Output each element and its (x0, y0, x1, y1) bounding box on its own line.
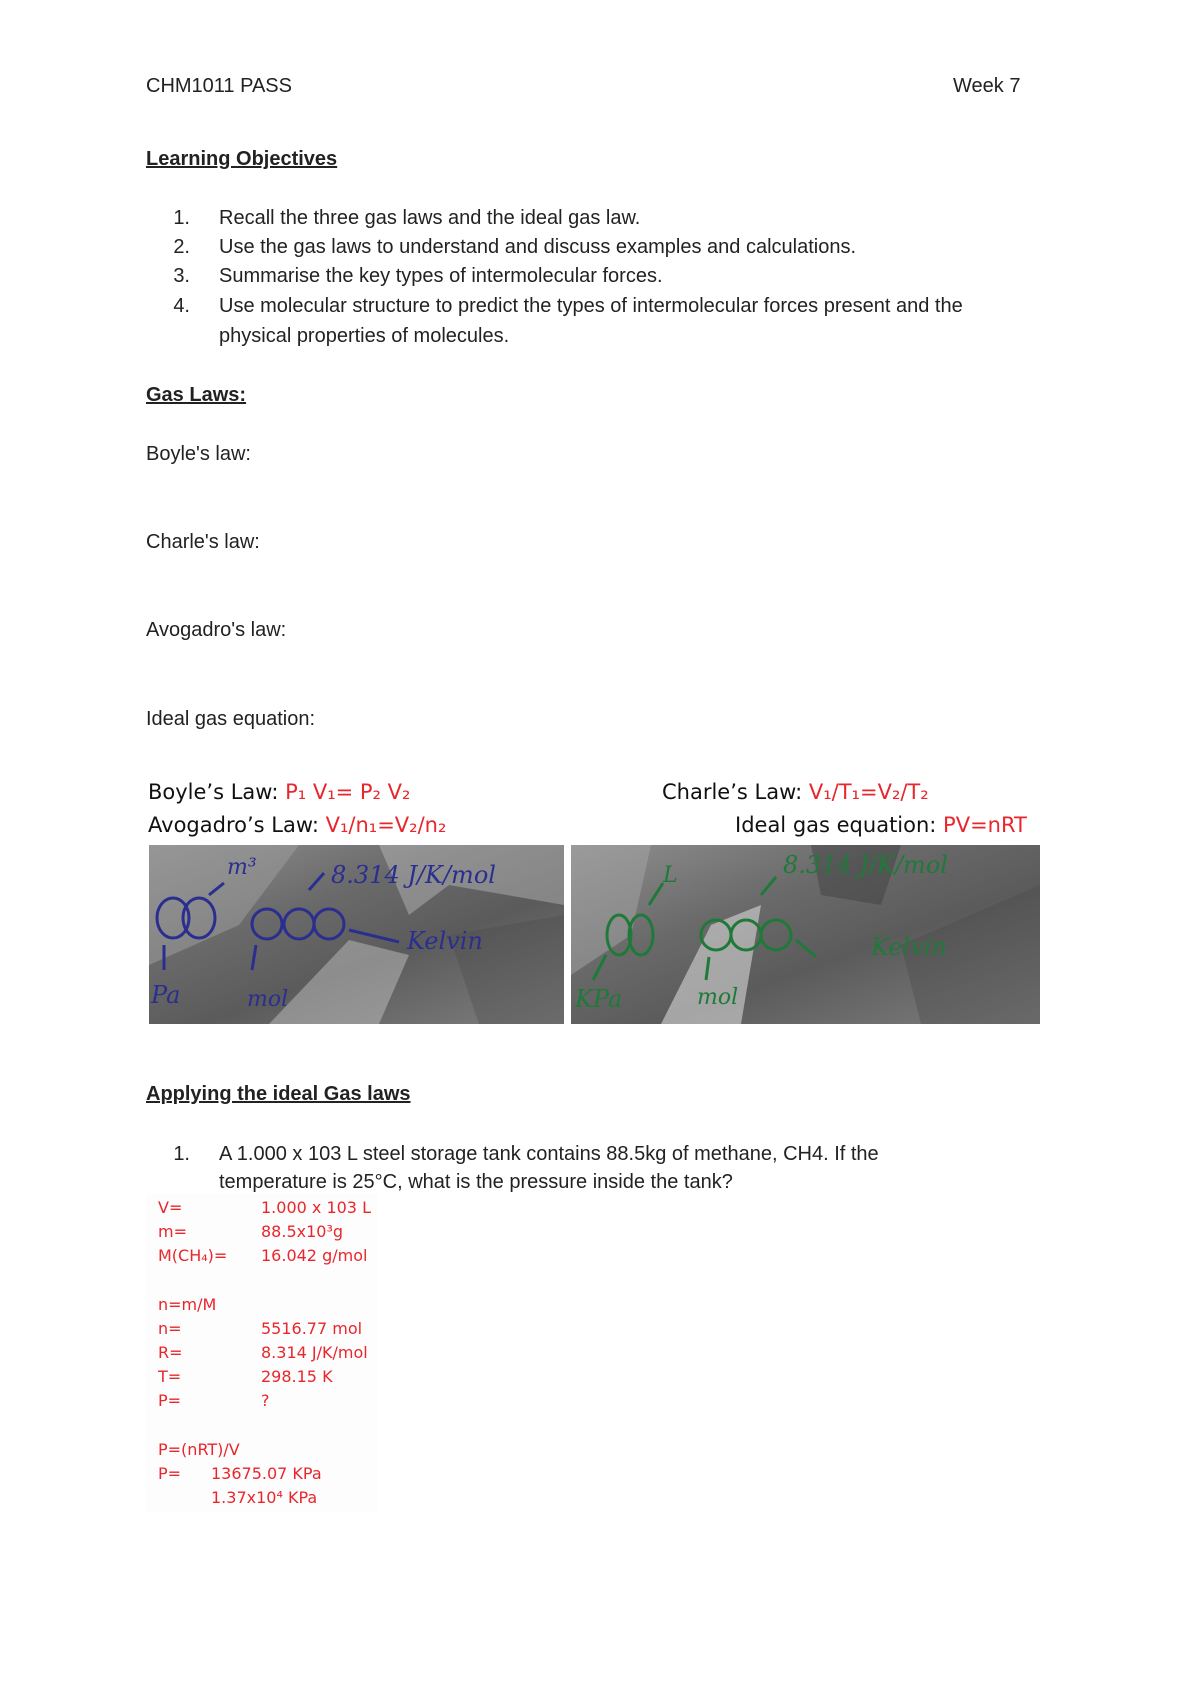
solution-key: M(CH₄)= (158, 1246, 228, 1265)
solution-key: m= (158, 1222, 187, 1241)
boyle-law-label: Boyle's law: (146, 443, 251, 465)
objective-item: Use the gas laws to understand and discuss examples and calculations. (219, 236, 857, 258)
formula-n: n=m/M (158, 1295, 217, 1314)
objective-item: Summarise the key types of intermolecular forces. (219, 265, 663, 287)
charle-law-label: Charle's law: (146, 531, 260, 553)
solution-key: V= (158, 1198, 183, 1217)
solution-key: P= (158, 1391, 182, 1410)
week-header: Week 7 (953, 75, 1021, 97)
question-number: 1. (173, 1143, 190, 1165)
solution-value: 8.314 J/K/mol (261, 1343, 368, 1362)
avogadro-law-label: Avogadro's law: (146, 619, 287, 641)
applying-title: Applying the ideal Gas laws (146, 1083, 411, 1105)
objective-item: Recall the three gas laws and the ideal gas law. (219, 207, 641, 229)
pressure-answer-scientific: 1.37x10⁴ KPa (211, 1488, 318, 1507)
charle-summary (662, 780, 929, 804)
solution-value: 1.000 x 103 L (261, 1198, 371, 1217)
pressure-answer: 13675.07 KPa (211, 1464, 322, 1483)
objective-item-continued: physical properties of molecules. (219, 325, 510, 347)
handwritten-pa: Pa (151, 981, 181, 1009)
charle-summary-label: Charle’s Law: (662, 780, 809, 804)
whiteboard-photo-left (149, 845, 564, 1024)
ideal-summary-label: Ideal gas equation: (735, 813, 944, 837)
handwritten-r-value: 8.314 J/K/mol (783, 851, 948, 879)
ideal-summary (735, 813, 1027, 837)
avogadro-equation: V₁/n₁=V₂/n₂ (325, 813, 447, 837)
solution-value: 16.042 g/mol (261, 1246, 368, 1265)
gas-laws-title: Gas Laws: (146, 384, 247, 406)
question-text-continued: temperature is 25°C, what is the pressure inside the tank? (219, 1171, 733, 1193)
handwritten-r-value: 8.314 J/K/mol (331, 861, 496, 889)
handwritten-l: L (663, 863, 678, 888)
handwritten-m3: m³ (227, 855, 257, 880)
charle-equation: V₁/T₁=V₂/T₂ (808, 780, 929, 804)
course-header: CHM1011 PASS (146, 75, 292, 97)
handwritten-mol: mol (247, 987, 289, 1012)
formula-p: P=(nRT)/V (158, 1440, 240, 1459)
objective-number: 4. (173, 295, 190, 317)
avogadro-summary-label: Avogadro’s Law: (148, 813, 326, 837)
objective-number: 1. (173, 207, 190, 229)
boyle-equation: P₁ V₁= P₂ V₂ (285, 780, 411, 804)
objective-number: 2. (173, 236, 190, 258)
objective-number: 3. (173, 265, 190, 287)
solution-key: R= (158, 1343, 183, 1362)
ideal-equation: PV=nRT (943, 813, 1027, 837)
pressure-label: P= (158, 1464, 182, 1483)
solution-value: ? (261, 1391, 270, 1410)
solution-value: 88.5x10³g (261, 1222, 344, 1241)
handwritten-mol: mol (697, 985, 739, 1010)
solution-key: n= (158, 1319, 182, 1338)
whiteboard-photo-right (571, 845, 1040, 1024)
ideal-gas-label: Ideal gas equation: (146, 708, 316, 730)
solution-value: 298.15 K (261, 1367, 333, 1386)
solution-value: 5516.77 mol (261, 1319, 363, 1338)
avogadro-summary (148, 813, 446, 837)
solution-key: T= (158, 1367, 182, 1386)
question-text: A 1.000 x 103 L steel storage tank contains 88.5kg of methane, CH4. If the (219, 1143, 879, 1165)
handwritten-kelvin: Kelvin (407, 927, 483, 955)
handwritten-kelvin: Kelvin (871, 933, 947, 961)
boyle-summary (148, 780, 410, 804)
boyle-summary-label: Boyle’s Law: (148, 780, 286, 804)
objective-item: Use molecular structure to predict the types of intermolecular forces present and the (219, 295, 963, 317)
handwritten-kpa: KPa (575, 985, 623, 1013)
objectives-title: Learning Objectives (146, 148, 338, 170)
